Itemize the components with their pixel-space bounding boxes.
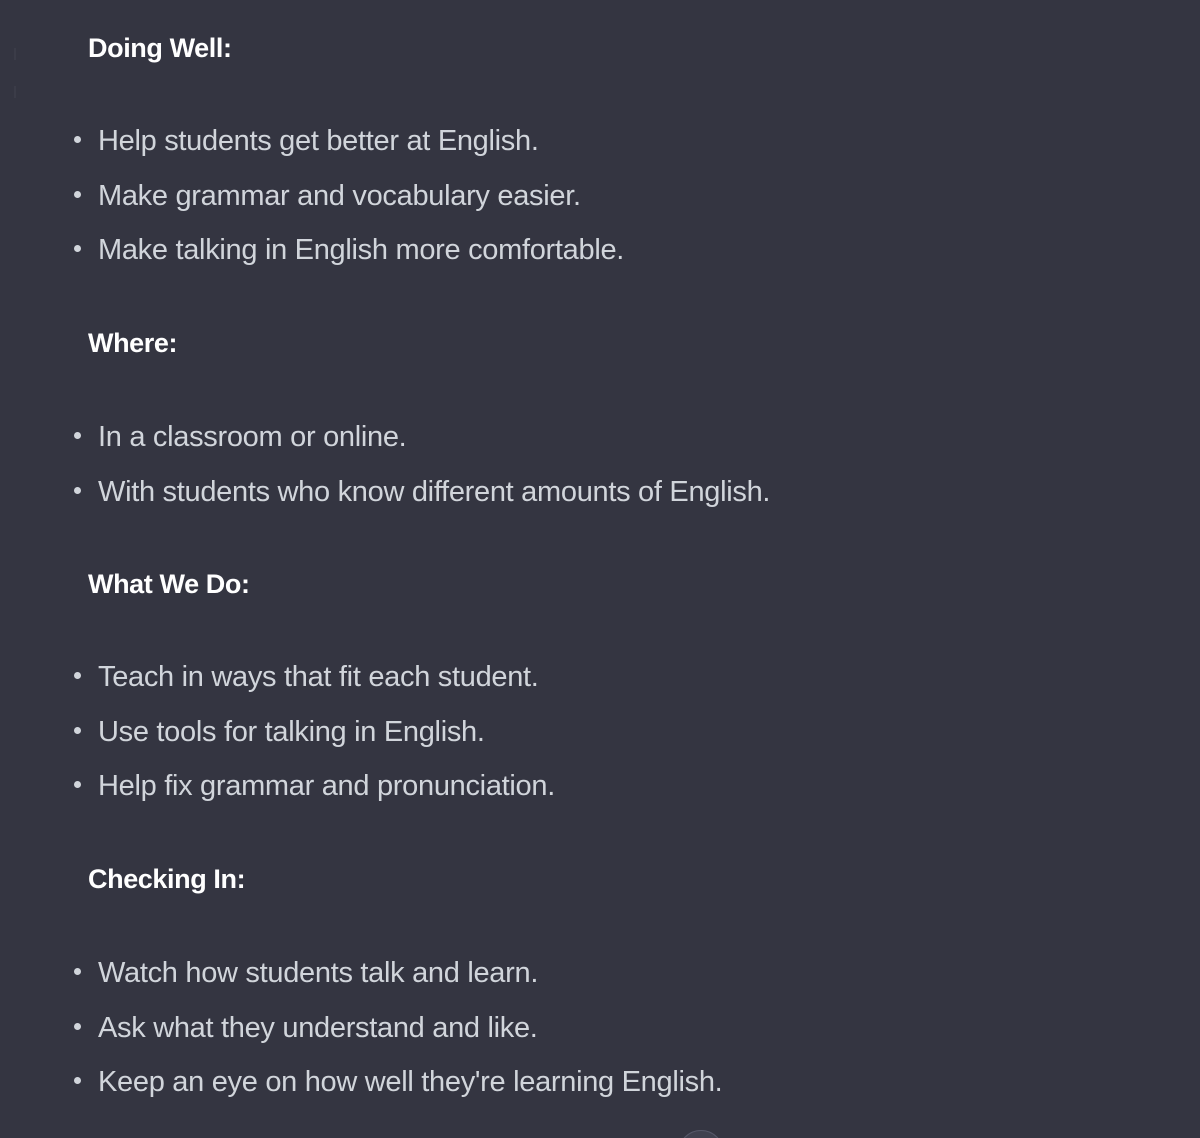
edge-mark [14, 86, 16, 98]
scroll-to-bottom-button[interactable] [678, 1130, 724, 1138]
bullet-icon [74, 245, 81, 252]
section-heading-where: Where: [88, 328, 178, 358]
section-heading-doing-well: Doing Well: [88, 33, 232, 63]
list-item-text: Help fix grammar and pronunciation. [98, 770, 555, 802]
list-item-text: In a classroom or online. [98, 421, 407, 453]
bullet-icon [74, 1023, 81, 1030]
bullet-icon [74, 487, 81, 494]
list-item-text: Ask what they understand and like. [98, 1011, 538, 1044]
list-item-text: Help students get better at English. [98, 125, 539, 157]
bullet-icon [74, 781, 81, 788]
bullet-icon [74, 672, 81, 679]
bullet-icon [74, 968, 81, 975]
edge-mark [14, 48, 16, 60]
bullet-icon [74, 191, 81, 198]
section-heading-checking-in: Checking In: [88, 864, 246, 894]
bullet-icon [74, 1077, 81, 1084]
list-item-text: Teach in ways that fit each student. [98, 661, 539, 693]
list-item-text: Watch how students talk and learn. [98, 957, 539, 989]
bullet-icon [74, 136, 81, 143]
list-item-text: Make grammar and vocabulary easier. [98, 179, 581, 212]
list-item-text: With students who know different amounts of English. [98, 475, 771, 508]
bullet-icon [74, 432, 81, 439]
list-item-text: Keep an eye on how well they're learning English. [98, 1066, 723, 1098]
section-heading-what-we-do: What We Do: [88, 569, 250, 599]
bullet-icon [74, 727, 81, 734]
list-item-text: Use tools for talking in English. [98, 715, 485, 748]
list-item-text: Make talking in English more comfortable. [98, 234, 625, 266]
